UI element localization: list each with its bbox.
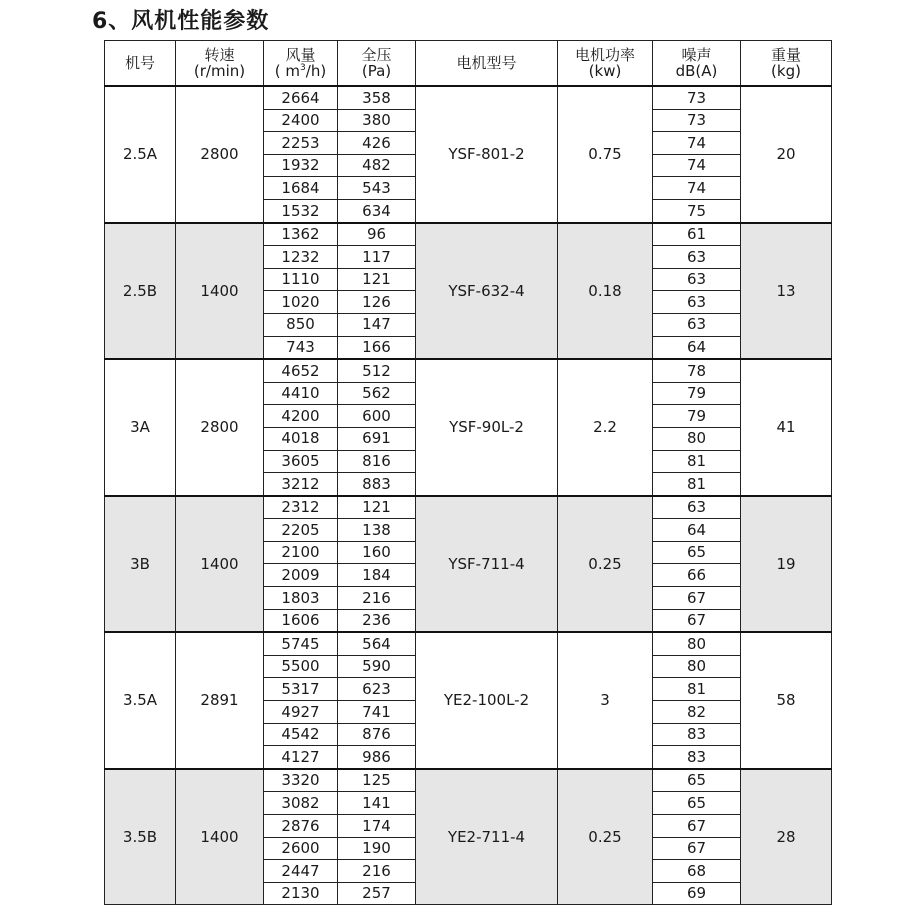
- cell-pressure: 358: [338, 86, 416, 109]
- cell-power: 0.25: [558, 769, 653, 905]
- cell-flow: 3320: [264, 769, 338, 792]
- cell-weight: 20: [741, 86, 832, 223]
- cell-model: 3.5B: [105, 769, 176, 905]
- cell-noise: 83: [653, 746, 741, 769]
- header-power: 电机功率 (kw): [558, 41, 653, 87]
- cell-weight: 41: [741, 359, 832, 496]
- cell-noise: 65: [653, 769, 741, 792]
- cell-flow: 4018: [264, 427, 338, 450]
- cell-flow: 2009: [264, 564, 338, 587]
- cell-noise: 63: [653, 313, 741, 336]
- cell-pressure: 634: [338, 199, 416, 222]
- table-row: [105, 496, 832, 519]
- cell-motor: YSF-711-4: [416, 496, 558, 633]
- cell-pressure: 166: [338, 336, 416, 359]
- model-group: [105, 86, 832, 223]
- header-flow: 风量 ( $m^3/h$): [264, 41, 338, 87]
- cell-pressure: 380: [338, 109, 416, 132]
- cell-pressure: 216: [338, 860, 416, 883]
- cell-noise: 82: [653, 701, 741, 724]
- cell-pressure: 426: [338, 132, 416, 155]
- cell-noise: 73: [653, 86, 741, 109]
- cell-noise: 63: [653, 268, 741, 291]
- model-group: [105, 632, 832, 769]
- cell-pressure: 623: [338, 678, 416, 701]
- cell-noise: 81: [653, 473, 741, 496]
- cell-pressure: 876: [338, 723, 416, 746]
- cell-noise: 80: [653, 632, 741, 655]
- cell-pressure: 691: [338, 427, 416, 450]
- cell-pressure: 816: [338, 450, 416, 473]
- page-title: 6、风机性能参数: [92, 9, 270, 34]
- cell-pressure: 590: [338, 655, 416, 678]
- cell-noise: 78: [653, 359, 741, 382]
- cell-power: 0.75: [558, 86, 653, 223]
- cell-noise: 80: [653, 655, 741, 678]
- table-row: [105, 769, 832, 792]
- table-row: [105, 223, 832, 246]
- cell-pressure: 562: [338, 382, 416, 405]
- performance-table: [104, 40, 832, 905]
- cell-flow: 5317: [264, 678, 338, 701]
- cell-flow: 2876: [264, 815, 338, 838]
- cell-flow: 3605: [264, 450, 338, 473]
- table-row: [105, 359, 832, 382]
- table-row: [105, 632, 832, 655]
- cell-pressure: 147: [338, 313, 416, 336]
- cell-noise: 74: [653, 154, 741, 177]
- cell-motor: YSF-632-4: [416, 223, 558, 360]
- cell-noise: 63: [653, 246, 741, 269]
- cell-weight: 28: [741, 769, 832, 905]
- cell-power: 0.18: [558, 223, 653, 360]
- cell-flow: 1606: [264, 609, 338, 632]
- cell-noise: 75: [653, 199, 741, 222]
- table-row: [105, 86, 832, 109]
- model-group: [105, 769, 832, 905]
- cell-noise: 63: [653, 291, 741, 314]
- cell-motor: YSF-90L-2: [416, 359, 558, 496]
- cell-flow: 850: [264, 313, 338, 336]
- cell-pressure: 543: [338, 177, 416, 200]
- cell-power: 2.2: [558, 359, 653, 496]
- cell-flow: 4927: [264, 701, 338, 724]
- header-speed: 转速 (r/min): [176, 41, 264, 87]
- cell-pressure: 216: [338, 587, 416, 610]
- cell-flow: 2253: [264, 132, 338, 155]
- cell-speed: 1400: [176, 769, 264, 905]
- cell-speed: 2800: [176, 86, 264, 223]
- header-model: 机号: [105, 41, 176, 87]
- cell-speed: 2800: [176, 359, 264, 496]
- cell-pressure: 117: [338, 246, 416, 269]
- cell-model: 3B: [105, 496, 176, 633]
- cell-pressure: 512: [338, 359, 416, 382]
- cell-power: 3: [558, 632, 653, 769]
- header-pressure: 全压 (Pa): [338, 41, 416, 87]
- cell-noise: 67: [653, 815, 741, 838]
- model-group: [105, 223, 832, 360]
- cell-pressure: 600: [338, 405, 416, 428]
- cell-noise: 67: [653, 609, 741, 632]
- cell-flow: 2600: [264, 837, 338, 860]
- model-group: [105, 496, 832, 633]
- cell-flow: 2130: [264, 882, 338, 905]
- cell-pressure: 883: [338, 473, 416, 496]
- cell-flow: 2664: [264, 86, 338, 109]
- cell-motor: YE2-711-4: [416, 769, 558, 905]
- cell-noise: 79: [653, 382, 741, 405]
- cell-flow: 4200: [264, 405, 338, 428]
- header-motor: 电机型号: [416, 41, 558, 87]
- cell-noise: 68: [653, 860, 741, 883]
- cell-weight: 19: [741, 496, 832, 633]
- cell-flow: 1684: [264, 177, 338, 200]
- cell-noise: 69: [653, 882, 741, 905]
- cell-weight: 58: [741, 632, 832, 769]
- cell-pressure: 121: [338, 268, 416, 291]
- cell-pressure: 160: [338, 541, 416, 564]
- cell-speed: 1400: [176, 496, 264, 633]
- cell-noise: 79: [653, 405, 741, 428]
- cell-flow: 1803: [264, 587, 338, 610]
- cell-power: 0.25: [558, 496, 653, 633]
- cell-speed: 2891: [176, 632, 264, 769]
- cell-flow: 3212: [264, 473, 338, 496]
- cell-flow: 2312: [264, 496, 338, 519]
- cell-motor: YSF-801-2: [416, 86, 558, 223]
- cell-noise: 66: [653, 564, 741, 587]
- cell-noise: 80: [653, 427, 741, 450]
- cell-flow: 4652: [264, 359, 338, 382]
- cell-flow: 4127: [264, 746, 338, 769]
- cell-noise: 65: [653, 792, 741, 815]
- cell-pressure: 482: [338, 154, 416, 177]
- cell-noise: 65: [653, 541, 741, 564]
- cell-pressure: 236: [338, 609, 416, 632]
- header-weight: 重量 (kg): [741, 41, 832, 87]
- cell-flow: 2400: [264, 109, 338, 132]
- cell-flow: 1932: [264, 154, 338, 177]
- cell-flow: 2205: [264, 519, 338, 542]
- cell-flow: 1020: [264, 291, 338, 314]
- cell-pressure: 257: [338, 882, 416, 905]
- cell-noise: 73: [653, 109, 741, 132]
- header-noise: 噪声 dB(A): [653, 41, 741, 87]
- cell-flow: 1232: [264, 246, 338, 269]
- cell-flow: 2447: [264, 860, 338, 883]
- cell-model: 3A: [105, 359, 176, 496]
- cell-noise: 61: [653, 223, 741, 246]
- cell-flow: 5500: [264, 655, 338, 678]
- cell-flow: 1110: [264, 268, 338, 291]
- cell-pressure: 174: [338, 815, 416, 838]
- cell-noise: 67: [653, 837, 741, 860]
- cell-model: 2.5B: [105, 223, 176, 360]
- cell-pressure: 184: [338, 564, 416, 587]
- cell-flow: 5745: [264, 632, 338, 655]
- cell-model: 2.5A: [105, 86, 176, 223]
- cell-noise: 81: [653, 678, 741, 701]
- cell-flow: 4542: [264, 723, 338, 746]
- cell-speed: 1400: [176, 223, 264, 360]
- cell-model: 3.5A: [105, 632, 176, 769]
- cell-flow: 1362: [264, 223, 338, 246]
- cell-flow: 1532: [264, 199, 338, 222]
- cell-pressure: 190: [338, 837, 416, 860]
- header-row: [105, 41, 832, 87]
- cell-noise: 81: [653, 450, 741, 473]
- cell-pressure: 96: [338, 223, 416, 246]
- cell-pressure: 121: [338, 496, 416, 519]
- cell-pressure: 141: [338, 792, 416, 815]
- cell-pressure: 564: [338, 632, 416, 655]
- cell-noise: 64: [653, 336, 741, 359]
- cell-noise: 64: [653, 519, 741, 542]
- cell-pressure: 138: [338, 519, 416, 542]
- cell-noise: 63: [653, 496, 741, 519]
- cell-flow: 3082: [264, 792, 338, 815]
- cell-flow: 4410: [264, 382, 338, 405]
- cell-pressure: 126: [338, 291, 416, 314]
- cell-noise: 67: [653, 587, 741, 610]
- cell-pressure: 741: [338, 701, 416, 724]
- cell-noise: 74: [653, 177, 741, 200]
- cell-noise: 83: [653, 723, 741, 746]
- cell-flow: 743: [264, 336, 338, 359]
- model-group: [105, 359, 832, 496]
- cell-motor: YE2-100L-2: [416, 632, 558, 769]
- cell-pressure: 986: [338, 746, 416, 769]
- cell-flow: 2100: [264, 541, 338, 564]
- cell-weight: 13: [741, 223, 832, 360]
- cell-pressure: 125: [338, 769, 416, 792]
- cell-noise: 74: [653, 132, 741, 155]
